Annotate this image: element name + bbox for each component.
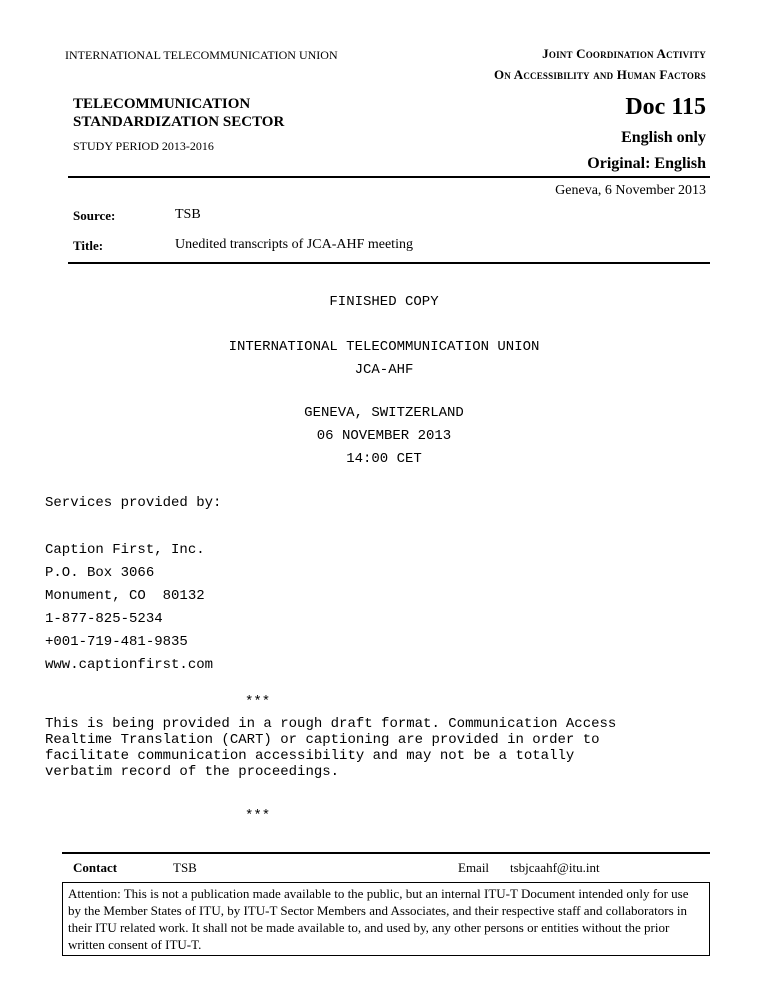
address-line: Monument, CO 80132 [45, 588, 205, 604]
provider-address [45, 539, 213, 677]
finished-copy: FINISHED COPY [329, 294, 439, 310]
original-language: Original: English [587, 155, 706, 172]
org-name: INTERNATIONAL TELECOMMUNICATION UNION [65, 48, 338, 62]
title-value: Unedited transcripts of JCA-AHF meeting [175, 237, 413, 252]
contact-value: TSB [173, 860, 197, 875]
address-line: www.captionfirst.com [45, 657, 214, 673]
itu-heading: INTERNATIONAL TELECOMMUNICATION UNION [228, 339, 540, 355]
source-label: Source: [73, 208, 116, 223]
source-value: TSB [175, 207, 201, 222]
title-label: Title: [73, 238, 104, 253]
header-divider [68, 176, 710, 178]
meeting-date: 06 NOVEMBER 2013 [316, 428, 452, 444]
email-label: Email [458, 860, 490, 875]
meeting-place: GENEVA, SWITZERLAND [304, 405, 464, 421]
disclaimer-paragraph: This is being provided in a rough draft format. Communication Access Realtime Translation (CART) or captioning are provided in order to facilitate communication accessibility and may not be a totally verbatim record of the proceedings. [45, 716, 617, 780]
meeting-time: 14:00 CET [346, 451, 422, 467]
jca-title-line2: On Accessibility and Human Factors [494, 67, 706, 82]
sector-line2: STANDARDIZATION SECTOR [73, 114, 285, 130]
email-value: tsbjcaahf@itu.int [510, 860, 600, 875]
sector-name [73, 95, 373, 131]
address-line: 1-877-825-5234 [45, 611, 163, 627]
jca-title-line1: Joint Coordination Activity [542, 46, 706, 61]
jca-heading: JCA-AHF [354, 362, 414, 378]
attention-notice: Attention: This is not a publication made available to the public, but an internal ITU-T Document intended only for use by the Member States of ITU, by ITU-T Sector Members and Associates, and their respective staff and collaborators in their ITU related work. It shall not be made available to, and used by, any other persons or entities without the prior written consent of ITU-T. [62, 882, 710, 956]
contact-label: Contact [73, 860, 118, 875]
meta-divider [68, 262, 710, 264]
footer-divider [62, 852, 710, 854]
doc-date: Geneva, 6 November 2013 [555, 183, 706, 198]
separator-stars: *** [245, 808, 271, 824]
study-period: STUDY PERIOD 2013-2016 [73, 139, 214, 153]
doc-number: Doc 115 [625, 94, 706, 120]
separator-stars: *** [245, 694, 271, 710]
address-line: Caption First, Inc. [45, 542, 205, 558]
address-line: P.O. Box 3066 [45, 565, 155, 581]
address-line: +001-719-481-9835 [45, 634, 188, 650]
services-label: Services provided by: [45, 495, 222, 511]
sector-line1: TELECOMMUNICATION [73, 96, 251, 112]
language-note: English only [621, 129, 706, 146]
